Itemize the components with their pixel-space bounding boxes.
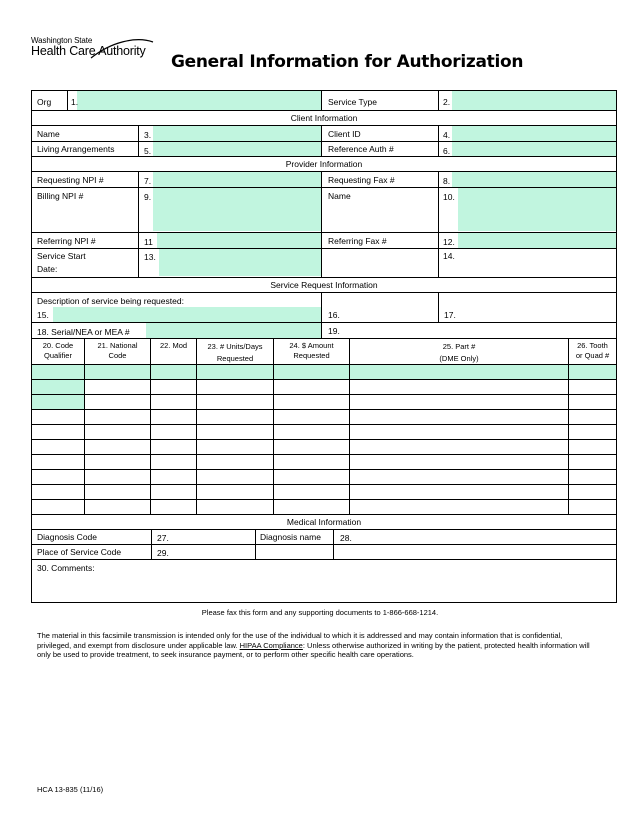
field-19-number: 19. [328,326,340,336]
field-6-number: 6. [443,146,451,156]
field-17-number: 17. [444,310,456,320]
hipaa-link: HIPAA Compliance [239,640,303,650]
field-13-number: 13. [144,252,156,262]
referring-fax-field[interactable] [458,233,616,248]
logo-state: Washington State [31,36,93,45]
billing-npi-label: Billing NPI # [37,191,84,201]
living-label: Living Arrangements [37,144,115,154]
org-label: Org [37,97,52,107]
field-8-number: 8. [443,176,451,186]
provider-name-label: Name [328,191,351,201]
service-type-field[interactable] [452,91,616,110]
field-9-number: 9. [144,192,152,202]
field-16-number: 16. [328,310,340,320]
form-number: HCA 13-835 (11/16) [37,785,104,794]
field-11-number: 11 [144,237,153,247]
field-27-number: 27. [157,533,169,543]
req-fax-label: Requesting Fax # [328,175,395,185]
provider-name-field[interactable] [458,188,616,231]
service-type-label: Service Type [328,97,377,107]
place-label: Place of Service Code [37,547,122,557]
client-info-header: Client Information [290,113,358,123]
logo-swoosh-icon [31,36,156,62]
serial-label: 18. Serial/NEA or MEA # [37,327,130,337]
col-part: 25. Part # (DME Only) [439,342,479,363]
client-id-label: Client ID [328,129,361,139]
service-start-date-field[interactable] [159,249,321,276]
service-request-header: Service Request Information [270,280,378,290]
field-12-number: 12. [443,237,455,247]
medical-info-header: Medical Information [286,517,362,527]
col-tooth: 26. Tooth or Quad # [575,341,610,360]
diag-name-label: Diagnosis name [260,532,321,542]
client-id-field[interactable] [452,126,616,141]
client-name-field[interactable] [153,126,321,141]
field-5-number: 5. [144,146,152,156]
field-7-number: 7. [144,176,152,186]
field-29-number: 29. [157,548,169,558]
field-15-number: 15. [37,310,49,320]
authorization-form [31,90,617,603]
field-28-number: 28. [340,533,352,543]
referring-npi-field[interactable] [157,233,321,248]
field-10-number: 10. [443,192,455,202]
billing-npi-field[interactable] [153,188,321,231]
page-title: General Information for Authorization [171,52,524,72]
req-npi-label: Requesting NPI # [37,175,104,185]
field-4-number: 4. [443,130,451,140]
living-arrangements-field[interactable] [153,142,321,157]
comments-label: 30. Comments: [37,563,95,573]
org-field[interactable] [77,91,321,110]
field-14-number: 14. [443,251,455,261]
hca-logo [31,36,146,58]
ref-fax-label: Referring Fax # [328,236,387,246]
ref-auth-label: Reference Auth # [328,144,394,154]
requesting-npi-field[interactable] [153,172,321,187]
col-units: 23. # Units/Days Requested [207,342,263,363]
field-2-number: 2. [443,97,451,107]
requesting-fax-field[interactable] [452,172,616,187]
service-start-label: Service Start [37,251,86,261]
name-label: Name [37,129,60,139]
col-mod: 22. Mod [159,341,188,350]
service-description-field[interactable] [53,307,321,322]
col-code-qualifier: 20. Code Qualifier [42,341,74,360]
fax-note: Please fax this form and any supporting documents to 1-866-668-1214. [201,608,439,617]
col-national-code: 21. National Code [97,341,138,360]
reference-auth-field[interactable] [452,142,616,157]
field-3-number: 3. [144,130,152,140]
diag-code-label: Diagnosis Code [37,532,98,542]
description-label: Description of service being requested: [37,296,184,306]
service-line-2-code[interactable] [32,380,84,394]
service-line-1[interactable] [32,365,616,379]
logo-agency: Health Care Authority [31,44,146,58]
field-1-number: 1. [71,97,79,107]
provider-info-header: Provider Information [285,159,363,169]
col-amount: 24. $ Amount Requested [289,341,334,360]
date-label: Date: [37,264,58,274]
ref-npi-label: Referring NPI # [37,236,96,246]
disclaimer: The material in this facsimile transmission is intended only for the use of the individual to which it is addressed and may contain information that is confidential, privileged, and exempt from disclosure under applicable law. HIPAA Compliance: Unless otherwise authorized in writing by the patient, protected health information will only be used to provide treatment, to seek insurance payment, or to perform other specific health care operations. [37,631,590,659]
serial-nea-field[interactable] [146,323,321,338]
service-line-3-code[interactable] [32,395,84,409]
